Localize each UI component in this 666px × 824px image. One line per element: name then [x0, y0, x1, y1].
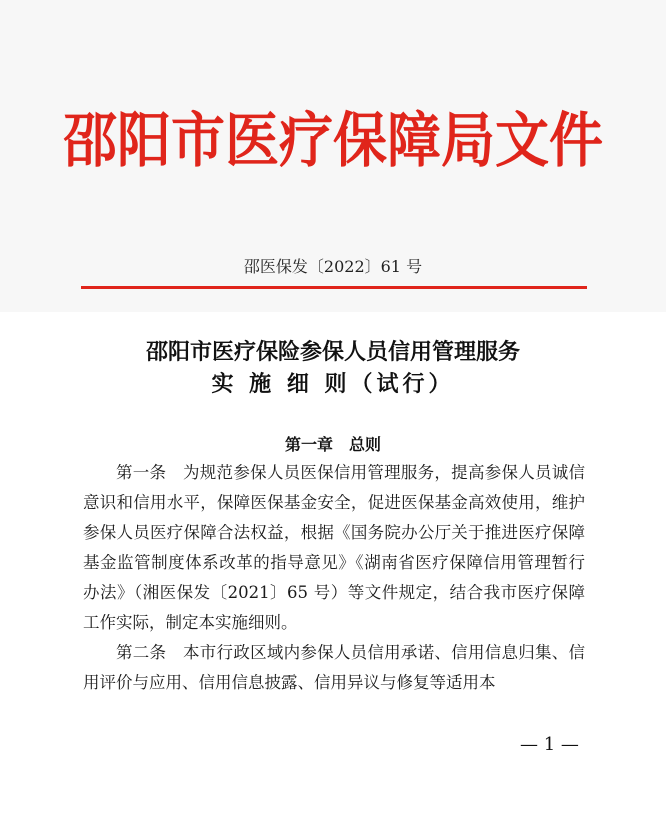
- red-header-title: 邵阳市医疗保障局文件: [63, 104, 603, 176]
- body-text: [83, 458, 585, 698]
- document-number: 邵医保发〔2022〕61 号: [243, 257, 423, 276]
- chapter-heading: 第一章 总则: [284, 435, 381, 454]
- document-title: [0, 336, 666, 400]
- title-line-1: 邵阳市医疗保险参保人员信用管理服务: [145, 339, 520, 365]
- page-number: — 1 —: [520, 734, 579, 755]
- red-divider-line: [81, 286, 587, 289]
- title-line-2: 实 施 细 则（试行）: [211, 371, 455, 397]
- paragraph-article-2: 第二条 本市行政区域内参保人员信用承诺、信用信息归集、信用评价与应用、信用信息披露、信用异议与修复等适用本: [83, 643, 585, 692]
- paragraph-article-1: 第一条 为规范参保人员医保信用管理服务，提高参保人员诚信意识和信用水平，保障医保基金安全，促进医保基金高效使用，维护参保人员医疗保障合法权益，根据《国务院办公厅关于推进医疗保障基金监管制度体系改革的指导意见》《湖南省医疗保障信用管理暂行办法》（湘医保发〔2021〕65 号）等文件规定，结合我市医疗保障工作实际，制定本实施细则。: [83, 463, 585, 632]
